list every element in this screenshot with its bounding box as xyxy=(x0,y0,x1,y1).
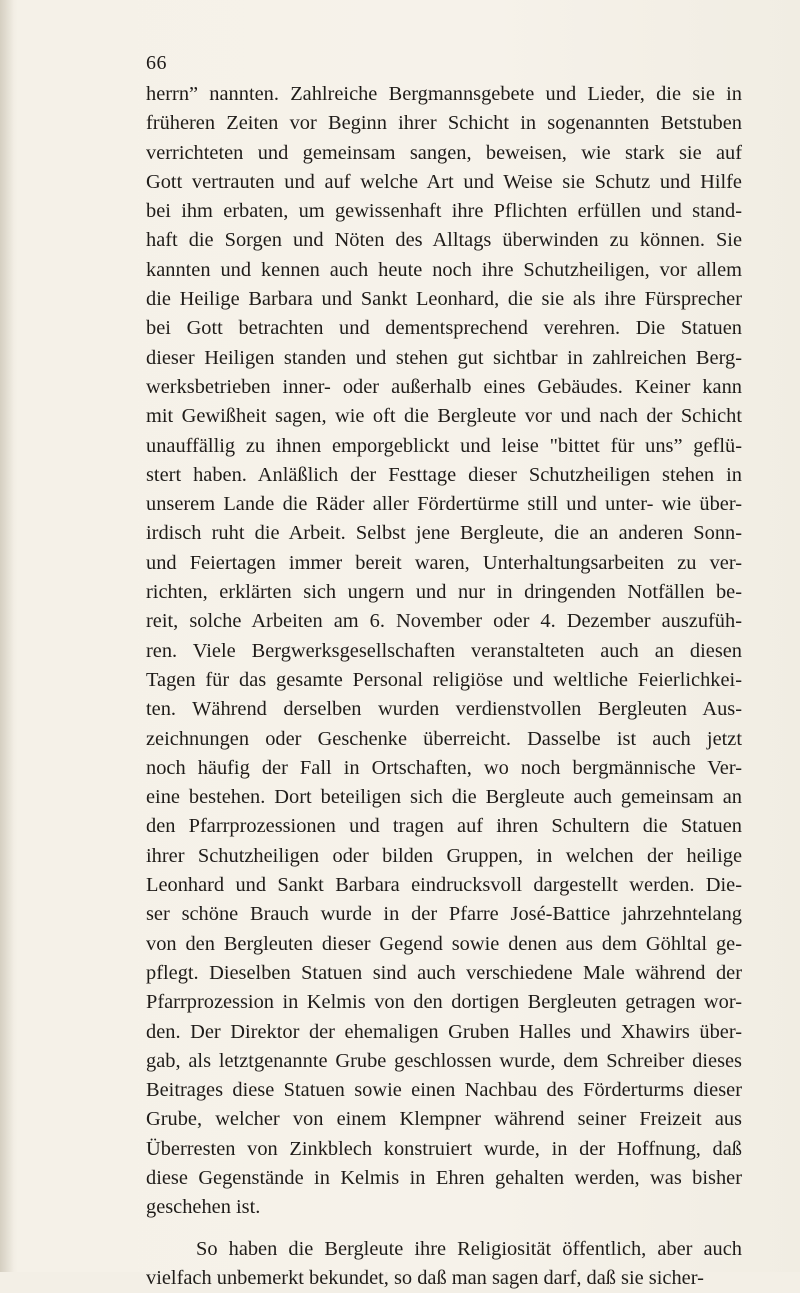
text-line: Gott vertrauten und auf welche Art und Weise sie Schutz und Hilfe xyxy=(146,170,742,193)
text-line: reit, solche Arbeiten am 6. November oder 4. Dezember auszufüh- xyxy=(146,610,742,633)
text-line: Grube, welcher von einem Klempner während seiner Freizeit aus xyxy=(146,1108,742,1131)
text-line: noch häufig der Fall in Ortschaften, wo noch bergmännische Ver- xyxy=(146,756,742,779)
text-line: irdisch ruht die Arbeit. Selbst jene Bergleute, die an anderen Sonn- xyxy=(146,522,742,545)
text-line: früheren Zeiten vor Beginn ihrer Schicht in sogenannten Betstuben xyxy=(146,112,742,135)
text-line: kannten und kennen auch heute noch ihre Schutzheiligen, vor allem xyxy=(146,258,742,281)
text-line: ren. Viele Bergwerksgesellschaften veranstalteten auch an diesen xyxy=(146,639,742,662)
text-line: geschehen ist. xyxy=(146,1196,261,1219)
page-number: 66 xyxy=(146,52,167,74)
text-line: herrn” nannten. Zahlreiche Bergmannsgebete und Lieder, die sie in xyxy=(146,83,742,105)
text-line: pflegt. Dieselben Statuen sind auch verschiedene Male während der xyxy=(146,961,742,984)
text-line: Leonhard und Sankt Barbara eindrucksvoll dargestellt werden. Die- xyxy=(146,874,742,897)
paragraph-1 xyxy=(146,80,742,1223)
binding-shadow xyxy=(0,0,14,1272)
text-line: bei Gott betrachten und dementsprechend verehren. Die Statuen xyxy=(146,317,742,340)
text-line: werksbetrieben inner- oder außerhalb eines Gebäudes. Keiner kann xyxy=(146,375,742,398)
text-line: Beitrages diese Statuen sowie einen Nachbau des Förderturms dieser xyxy=(146,1079,742,1102)
text-line: verrichteten und gemeinsam sangen, beweisen, wie stark sie auf xyxy=(146,141,742,164)
paragraph-gap xyxy=(146,1223,742,1235)
text-line: ser schöne Brauch wurde in der Pfarre José-Battice jahrzehntelang xyxy=(146,903,742,926)
text-line: zeichnungen oder Geschenke überreicht. Dasselbe ist auch jetzt xyxy=(146,727,742,750)
text-line: ihrer Schutzheiligen oder bilden Gruppen, in welchen der heilige xyxy=(146,844,742,867)
text-line: Überresten von Zinkblech konstruiert wurde, in der Hoffnung, daß xyxy=(146,1137,742,1160)
text-line: So haben die Bergleute ihre Religiosität öffentlich, aber auch xyxy=(196,1237,742,1260)
text-line: richten, erklärten sich ungern und nur in dringenden Notfällen be- xyxy=(146,581,742,604)
text-line: den. Der Direktor der ehemaligen Gruben Halles und Xhawirs über- xyxy=(146,1020,742,1043)
paragraph-2 xyxy=(146,1235,742,1293)
text-line: und Feiertagen immer bereit waren, Unterhaltungsarbeiten zu ver- xyxy=(146,551,742,574)
text-line: die Heilige Barbara und Sankt Leonhard, die sie als ihre Fürsprecher xyxy=(146,288,742,311)
text-line: unauffällig zu ihnen emporgeblickt und leise "bittet für uns” geflü- xyxy=(146,434,742,457)
text-line: diese Gegenstände in Kelmis in Ehren gehalten werden, was bisher xyxy=(146,1166,742,1189)
text-line: den Pfarrprozessionen und tragen auf ihren Schultern die Statuen xyxy=(146,815,742,838)
text-line: stert haben. Anläßlich der Festtage dieser Schutzheiligen stehen in xyxy=(146,463,742,486)
text-line: gab, als letztgenannte Grube geschlossen wurde, dem Schreiber dieses xyxy=(146,1049,742,1072)
text-line: vielfach unbemerkt bekundet, so daß man sagen darf, daß sie sicher- xyxy=(146,1266,704,1289)
text-line: ten. Während derselben wurden verdienstvollen Bergleuten Aus- xyxy=(146,698,742,721)
text-line: dieser Heiligen standen und stehen gut sichtbar in zahlreichen Berg- xyxy=(146,346,742,369)
body-text xyxy=(146,80,742,1293)
text-line: von den Bergleuten dieser Gegend sowie denen aus dem Göhltal ge- xyxy=(146,932,742,955)
text-line: haft die Sorgen und Nöten des Alltags überwinden zu können. Sie xyxy=(146,229,742,252)
text-line: unserem Lande die Räder aller Fördertürme still und unter- wie über- xyxy=(146,493,742,516)
text-line: Tagen für das gesamte Personal religiöse und weltliche Feierlichkei- xyxy=(146,668,742,691)
text-line: bei ihm erbaten, um gewissenhaft ihre Pflichten erfüllen und stand- xyxy=(146,200,742,223)
text-line: mit Gewißheit sagen, wie oft die Bergleute vor und nach der Schicht xyxy=(146,405,742,428)
text-line: eine bestehen. Dort beteiligen sich die Bergleute auch gemeinsam an xyxy=(146,786,742,809)
text-line: Pfarrprozession in Kelmis von den dortigen Bergleuten getragen wor- xyxy=(146,991,742,1014)
